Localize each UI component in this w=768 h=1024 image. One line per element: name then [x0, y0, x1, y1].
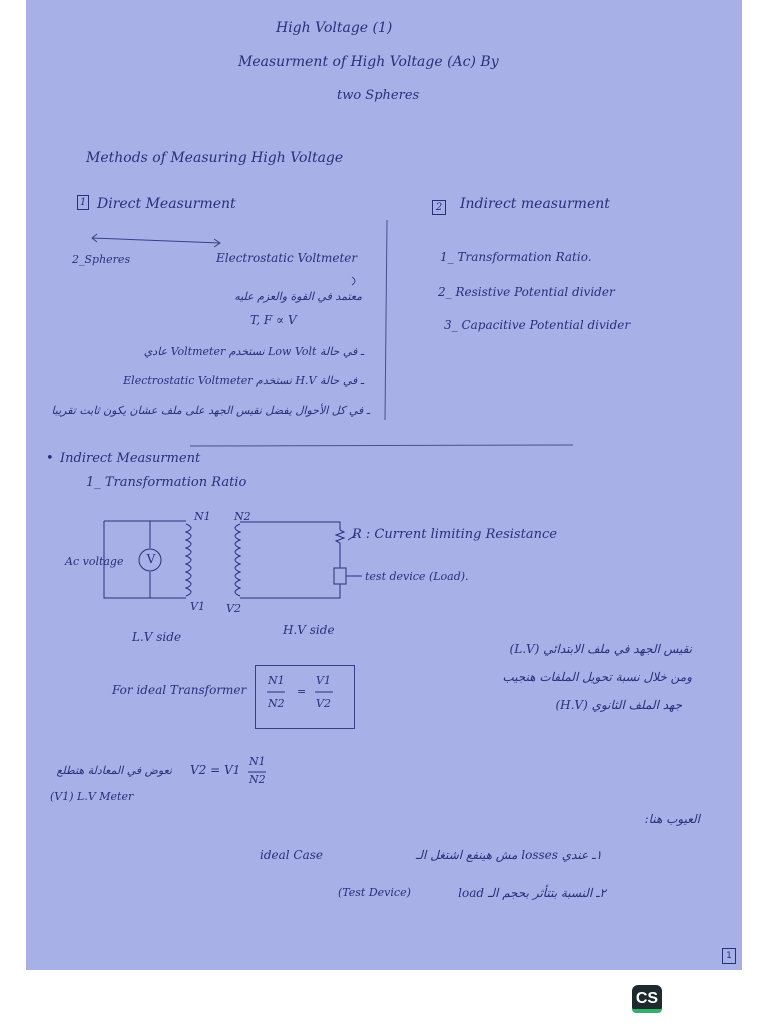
resistance-label: R : Current limiting Resistance — [352, 527, 557, 542]
arabic-right-1: نقيس الجهد في ملف الابتدائي (L.V) — [509, 642, 692, 656]
defects-heading: العيوب هنا: — [644, 812, 700, 826]
arabic-substitute: نعوض في المعادلة هتطلع — [56, 764, 172, 777]
defect-1-english: ideal Case — [260, 848, 324, 862]
ideal-n1: N1 — [268, 674, 285, 687]
ideal-equals: = — [297, 685, 307, 698]
result-n2: N2 — [249, 773, 266, 786]
section-heading: Indirect Measurment — [60, 451, 201, 466]
result-eq-left: V2 = V1 — [190, 763, 241, 777]
indirect-item-1: 1_ Transformation Ratio. — [440, 250, 592, 264]
load-label: test device (Load). — [365, 570, 469, 583]
arabic-right-3: جهد الملف الثانوي (H.V) — [555, 698, 682, 712]
direct-number: 1 — [77, 195, 89, 210]
indirect-item-2: 2_ Resistive Potential divider — [438, 285, 615, 299]
lv-meter-label: (V1) L.V Meter — [50, 790, 134, 803]
indirect-number: 2 — [432, 200, 446, 215]
camscanner-badge-bar — [632, 1009, 662, 1013]
hv-side-label: H.V side — [283, 623, 335, 637]
result-n1: N1 — [249, 755, 266, 768]
arabic-note-4: ـ في كل الأحوال يفضل نقيس الجهد على ملف عشان يكون ثابت تقريبا — [51, 404, 370, 417]
ideal-n2: N2 — [268, 697, 285, 710]
defect-2-english: (Test Device) — [338, 886, 411, 899]
arabic-note-3: ـ في حالة H.V نستخدم Electrostatic Voltmeter — [123, 374, 364, 387]
methods-heading: Methods of Measuring High Voltage — [86, 150, 344, 166]
lv-side-label: L.V side — [132, 630, 182, 644]
voltmeter-symbol-label: V — [146, 552, 156, 566]
formula-t-f-v: T, F ∝ V — [250, 313, 297, 327]
page-number-box: 1 — [722, 948, 736, 964]
section-subheading: 1_ Transformation Ratio — [86, 475, 247, 490]
transformer-circuit — [104, 521, 356, 598]
ideal-v2: V2 — [316, 697, 331, 710]
indirect-item-3: 3_ Capacitive Potential divider — [444, 318, 631, 332]
section-divider — [190, 445, 573, 446]
indirect-heading: Indirect measurment — [460, 196, 610, 212]
defect-1-arabic: ١ـ عندي losses مش هينفع اشتغل الـ — [415, 848, 602, 862]
spheres-label: 2_Spheres — [72, 253, 131, 266]
direct-arrow-icon — [92, 234, 358, 285]
defect-2-arabic: ٢ـ النسبة بتتأثر بحجم الـ load — [458, 886, 606, 900]
ideal-v1: V1 — [316, 674, 331, 687]
ideal-transformer-label: For ideal Transformer — [112, 683, 247, 697]
load-box-icon — [334, 568, 346, 584]
ac-voltage-label: Ac voltage — [65, 555, 124, 568]
voltmeter-icon — [139, 549, 161, 571]
arabic-note-1: معتمد في القوة والعزم عليه — [234, 290, 362, 303]
camscanner-badge-icon: CS — [632, 985, 662, 1013]
n1-label: N1 — [194, 510, 211, 523]
n2-label: N2 — [234, 510, 251, 523]
page-subtitle-2: two Spheres — [337, 88, 420, 103]
page-title: High Voltage (1) — [276, 20, 393, 36]
electrostatic-label: Electrostatic Voltmeter — [216, 251, 358, 265]
arabic-right-2: ومن خلال نسبة تحويل الملفات هنجيب — [502, 670, 692, 684]
v2-label: V2 — [226, 602, 241, 615]
section-bullet: • — [46, 451, 54, 466]
column-divider — [385, 220, 387, 420]
page-subtitle: Measurment of High Voltage (Ac) By — [238, 54, 499, 70]
v1-label: V1 — [190, 600, 205, 613]
arabic-note-2: ـ في حالة Low Volt نستخدم Voltmeter عادي — [143, 345, 364, 358]
direct-heading: Direct Measurment — [97, 196, 236, 212]
